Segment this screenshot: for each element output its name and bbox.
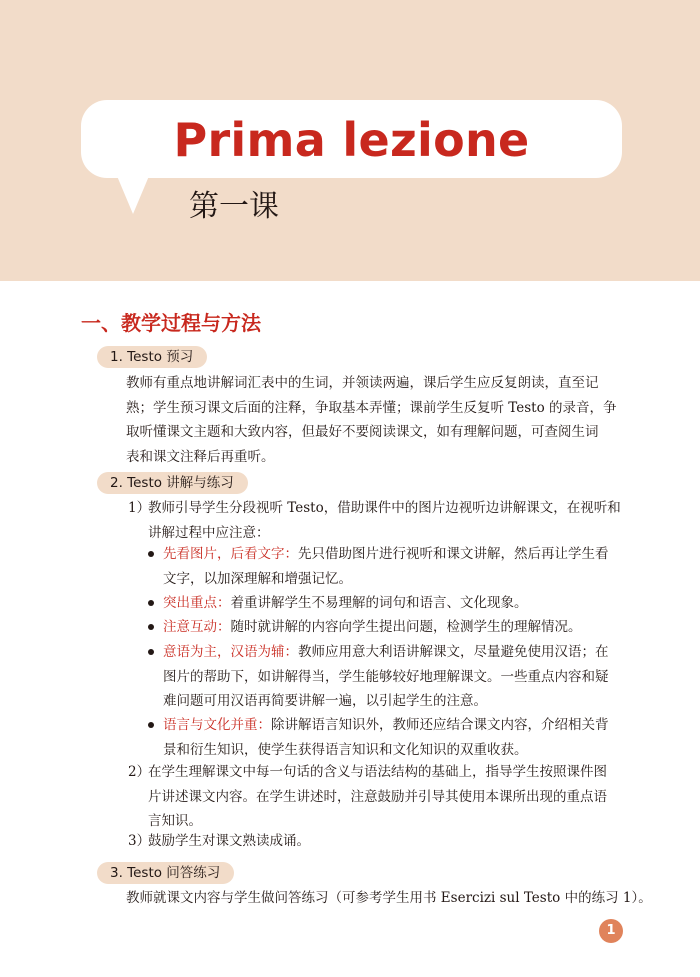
bullet-dot [148, 600, 154, 606]
text-line: 讲解过程中应注意： [148, 524, 270, 541]
subsection-tag-preview: 1. Testo 预习 [97, 346, 207, 368]
bullet-dot [148, 649, 154, 655]
bullet-paragraph [163, 615, 626, 640]
part3-paragraph [126, 886, 652, 911]
bullet-paragraph [163, 542, 626, 591]
bullet-dot [148, 624, 154, 630]
text-line: 表和课文注释后再重听。 [126, 448, 275, 465]
subsection-tag-qa: 3. Testo 问答练习 [97, 862, 234, 884]
item2-paragraph [148, 760, 626, 834]
bullet-label: 注意互动： [163, 619, 231, 635]
bullet-text: 先只借助图片进行视听和课文讲解，然后再让学生看 [298, 546, 609, 562]
part1-paragraph [126, 371, 626, 469]
bullet-text: 随时就讲解的内容向学生提出问题，检测学生的理解情况。 [230, 619, 582, 635]
item3-paragraph [148, 829, 626, 854]
speech-bubble-tail [117, 176, 149, 214]
text-line: 景和衍生知识，使学生获得语言知识和文化知识的双重收获。 [163, 741, 528, 758]
text-line: 教师就课文内容与学生做问答练习（可参考学生用书 Esercizi sul Testo 中的练习 1）。 [126, 890, 652, 906]
item1-paragraph [148, 496, 626, 545]
text-line: 熟；学生预习课文后面的注释，争取基本弄懂；课前学生反复听 Testo 的录音，争 [126, 399, 617, 416]
item-number: 3） [128, 833, 151, 849]
bullet-dot [148, 551, 154, 557]
bullet-label: 语言与文化并重： [163, 717, 271, 733]
bullet-dot [148, 722, 154, 728]
text-line: 教师引导学生分段视听 Testo，借助课件中的图片边视听边讲解课文，在视听和 [148, 500, 621, 516]
subsection-tag-explanation: 2. Testo 讲解与练习 [97, 472, 248, 494]
bullet-paragraph [163, 640, 626, 714]
bullet-text: 教师应用意大利语讲解课文，尽量避免使用汉语；在 [298, 644, 609, 660]
bullet-paragraph [163, 713, 626, 762]
bullet-paragraph [163, 591, 626, 616]
text-line: 取听懂课文主题和大致内容，但最好不要阅读课文，如有理解问题，可查阅生词 [126, 424, 599, 440]
bullet-label: 意语为主，汉语为辅： [163, 644, 298, 660]
lesson-title: Prima lezione [173, 113, 530, 167]
text-line: 图片的帮助下，如讲解得当，学生能够较好地理解课文。一些重点内容和疑 [163, 668, 609, 685]
section-heading: 一、教学过程与方法 [81, 311, 261, 335]
item-number: 1） [128, 500, 151, 516]
text-line: 文字，以加深理解和增强记忆。 [163, 570, 352, 587]
lesson-subtitle: 第一课 [189, 189, 279, 224]
bullet-label: 突出重点： [163, 595, 231, 611]
item-number: 2） [128, 764, 151, 780]
text-line: 教师有重点地讲解词汇表中的生词，并领读两遍，课后学生应反复朗读，直至记 [126, 375, 599, 391]
bullet-text: 除讲解语言知识外，教师还应结合课文内容，介绍相关背 [271, 717, 609, 733]
bullet-label: 先看图片，后看文字： [163, 546, 298, 562]
text-line: 片讲述课文内容。在学生讲述时，注意鼓励并引导其使用本课所出现的重点语 [148, 788, 607, 805]
text-line: 言知识。 [148, 813, 202, 829]
bullet-text: 着重讲解学生不易理解的词句和语言、文化现象。 [230, 595, 528, 611]
text-line: 难问题可用汉语再简要讲解一遍，以引起学生的注意。 [163, 693, 487, 709]
page-number-badge: 1 [599, 919, 623, 943]
text-line: 鼓励学生对课文熟读成诵。 [148, 833, 310, 849]
text-line: 在学生理解课文中每一句话的含义与语法结构的基础上，指导学生按照课件图 [148, 764, 607, 780]
